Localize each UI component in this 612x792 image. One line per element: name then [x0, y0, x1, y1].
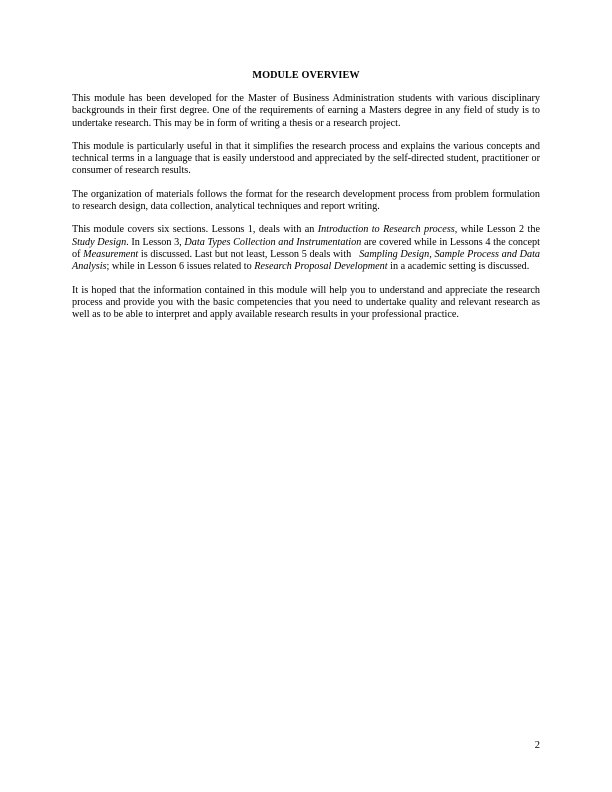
paragraph-usefulness: This module is particularly useful in that it simplifies the research process and explains the various concepts and technical terms in a language that is easily understood and appreciated by the self-directed student, practitioner or consumer of research results. [72, 140, 540, 177]
page-content [72, 70, 540, 332]
paragraph-organization: The organization of materials follows the format for the research development process from problem formulation to research design, data collection, analytical techniques and report writing. [72, 188, 540, 213]
paragraph-intro: This module has been developed for the Master of Business Administration students with various disciplinary backgrounds in their first degree. One of the requirements of earning a Masters degree in any field of study is to undertake research. This may be in form of writing a thesis or a research project. [72, 93, 540, 129]
sections-text-3: . In Lesson 3, [126, 236, 185, 248]
sections-text-1: This module covers six sections. Lessons 1, deals with an [72, 224, 318, 236]
lesson-3-title: Data Types Collection and Instrumentation [184, 236, 362, 248]
lesson-5-title: Sampling Design, Sample Process and Data Analysis [72, 248, 540, 273]
lesson-1-title: Introduction to Research process [317, 224, 455, 236]
page-number: 2 [534, 740, 540, 751]
sections-text-5: is discussed. Last but not least, Lesson 5 deals with [138, 248, 360, 260]
paragraph-sections [72, 224, 540, 273]
lesson-4-title: Measurement [83, 248, 139, 260]
sections-text-6: ; while in Lesson 6 issues related to [106, 261, 255, 273]
sections-text-2: , while Lesson 2 the [454, 224, 540, 236]
paragraph-closing: It is hoped that the information contained in this module will help you to understand and appreciate the research process and provide you with the basic competencies that you need to undertake quality and relevant research as well as to be able to interpret and apply available research results in your professional practice. [72, 284, 540, 321]
lesson-6-title: Research Proposal Development [254, 261, 388, 273]
sections-text-7: in a academic setting is discussed. [387, 261, 530, 273]
page-title: MODULE OVERVIEW [252, 70, 360, 81]
lesson-2-title: Study Design [72, 236, 127, 248]
sections-text-4: are covered while in Lessons 4 the concept of [72, 236, 540, 260]
